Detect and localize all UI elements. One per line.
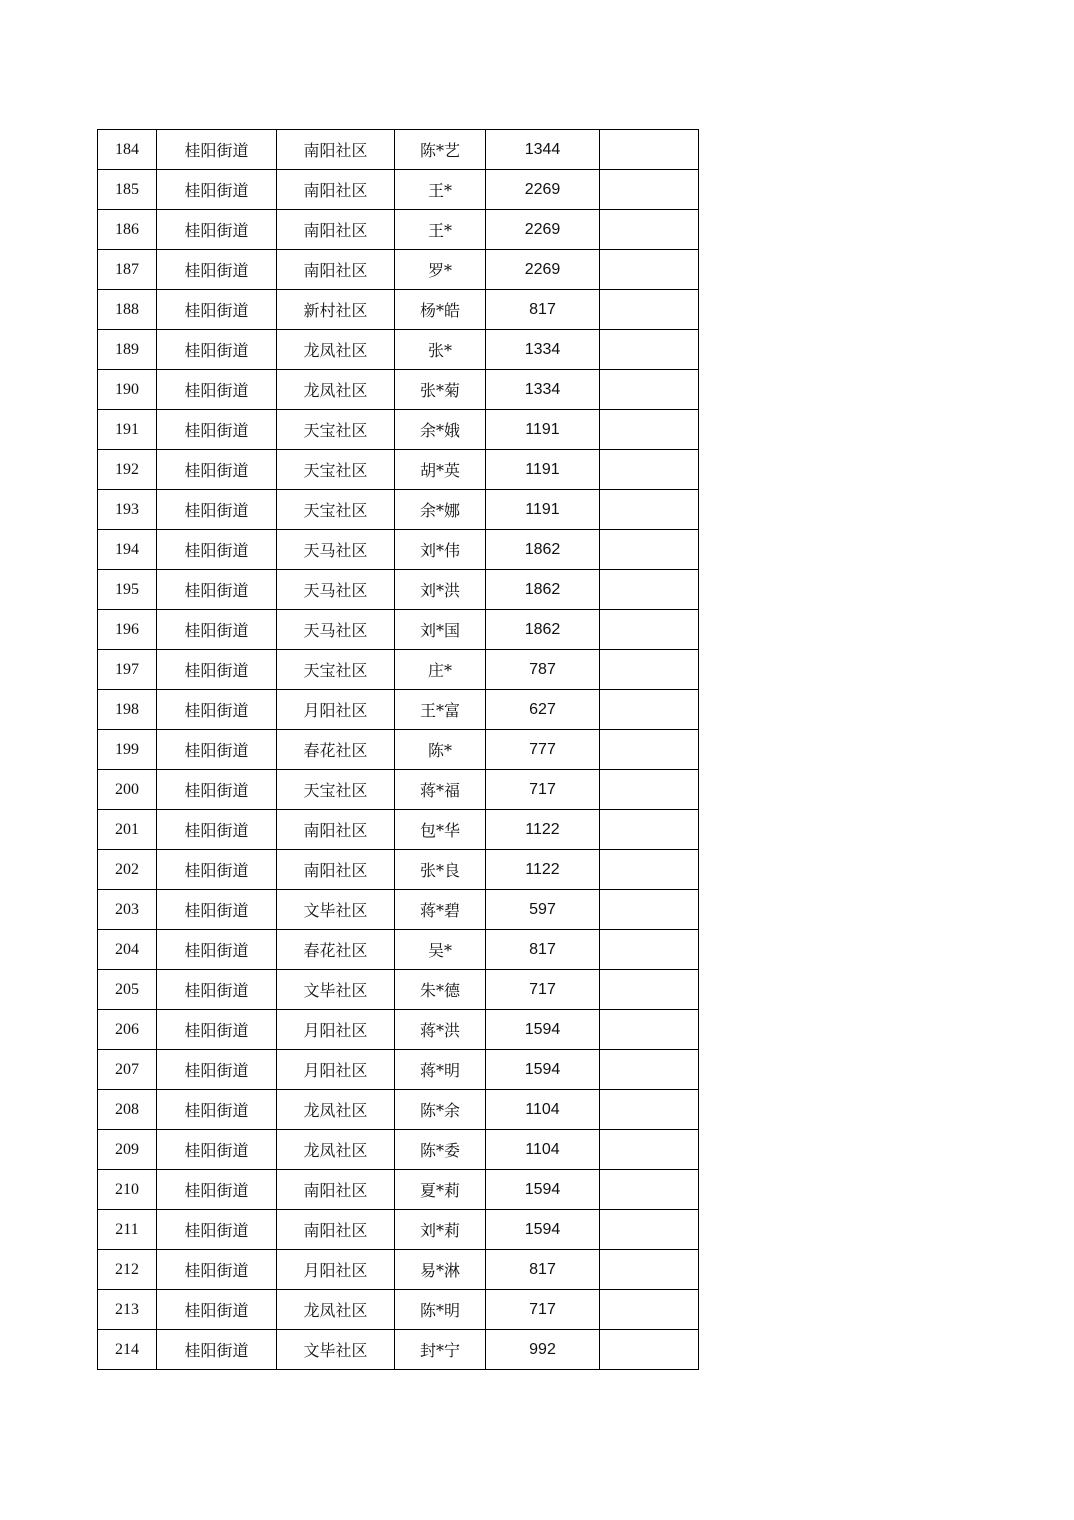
name-cell: 王*富 [395,690,486,730]
row-number-cell: 187 [98,250,157,290]
street-cell: 桂阳街道 [157,1250,277,1290]
name-cell: 刘*伟 [395,530,486,570]
table-row [98,930,699,970]
street-cell: 桂阳街道 [157,1010,277,1050]
row-number-cell: 186 [98,210,157,250]
amount-cell: 1594 [486,1170,600,1210]
name-cell: 张*菊 [395,370,486,410]
note-cell [600,1250,699,1290]
table-row [98,1250,699,1290]
table-row [98,1130,699,1170]
row-number-cell: 194 [98,530,157,570]
amount-cell: 1862 [486,530,600,570]
table-row [98,1170,699,1210]
row-number-cell: 200 [98,770,157,810]
note-cell [600,610,699,650]
row-number-cell: 208 [98,1090,157,1130]
table-row [98,730,699,770]
note-cell [600,970,699,1010]
community-cell: 文毕社区 [277,970,395,1010]
community-cell: 龙凤社区 [277,1090,395,1130]
row-number-cell: 193 [98,490,157,530]
street-cell: 桂阳街道 [157,530,277,570]
name-cell: 蒋*碧 [395,890,486,930]
note-cell [600,250,699,290]
name-cell: 朱*德 [395,970,486,1010]
amount-cell: 717 [486,1290,600,1330]
row-number-cell: 210 [98,1170,157,1210]
amount-cell: 1104 [486,1090,600,1130]
row-number-cell: 185 [98,170,157,210]
street-cell: 桂阳街道 [157,1090,277,1130]
table-row [98,1210,699,1250]
community-cell: 南阳社区 [277,1170,395,1210]
amount-cell: 1594 [486,1050,600,1090]
community-cell: 龙凤社区 [277,330,395,370]
street-cell: 桂阳街道 [157,690,277,730]
community-cell: 月阳社区 [277,1050,395,1090]
street-cell: 桂阳街道 [157,1290,277,1330]
note-cell [600,1090,699,1130]
amount-cell: 1334 [486,330,600,370]
name-cell: 罗* [395,250,486,290]
name-cell: 胡*英 [395,450,486,490]
street-cell: 桂阳街道 [157,850,277,890]
row-number-cell: 209 [98,1130,157,1170]
row-number-cell: 206 [98,1010,157,1050]
note-cell [600,890,699,930]
community-cell: 南阳社区 [277,210,395,250]
name-cell: 陈*艺 [395,130,486,170]
table-row [98,1330,699,1370]
row-number-cell: 212 [98,1250,157,1290]
community-cell: 文毕社区 [277,1330,395,1370]
note-cell [600,490,699,530]
amount-cell: 1594 [486,1010,600,1050]
community-cell: 春花社区 [277,730,395,770]
amount-cell: 1594 [486,1210,600,1250]
row-number-cell: 190 [98,370,157,410]
row-number-cell: 199 [98,730,157,770]
name-cell: 包*华 [395,810,486,850]
street-cell: 桂阳街道 [157,1330,277,1370]
amount-cell: 627 [486,690,600,730]
note-cell [600,370,699,410]
amount-cell: 817 [486,1250,600,1290]
table-body [98,130,699,1370]
amount-cell: 992 [486,1330,600,1370]
community-cell: 南阳社区 [277,1210,395,1250]
note-cell [600,1330,699,1370]
name-cell: 王* [395,210,486,250]
community-cell: 龙凤社区 [277,1130,395,1170]
name-cell: 刘*莉 [395,1210,486,1250]
street-cell: 桂阳街道 [157,1130,277,1170]
community-cell: 天宝社区 [277,650,395,690]
table-row [98,690,699,730]
amount-cell: 1334 [486,370,600,410]
street-cell: 桂阳街道 [157,730,277,770]
row-number-cell: 189 [98,330,157,370]
community-cell: 天宝社区 [277,770,395,810]
name-cell: 庄* [395,650,486,690]
note-cell [600,850,699,890]
row-number-cell: 205 [98,970,157,1010]
table-row [98,250,699,290]
community-cell: 月阳社区 [277,690,395,730]
note-cell [600,1130,699,1170]
community-cell: 龙凤社区 [277,370,395,410]
table-row [98,770,699,810]
table-row [98,210,699,250]
table-row [98,1010,699,1050]
table-row [98,890,699,930]
table-row [98,1290,699,1330]
table-row [98,330,699,370]
name-cell: 余*娥 [395,410,486,450]
row-number-cell: 196 [98,610,157,650]
row-number-cell: 214 [98,1330,157,1370]
name-cell: 张*良 [395,850,486,890]
note-cell [600,410,699,450]
amount-cell: 597 [486,890,600,930]
street-cell: 桂阳街道 [157,170,277,210]
table-row [98,610,699,650]
community-cell: 天马社区 [277,530,395,570]
note-cell [600,1170,699,1210]
amount-cell: 2269 [486,250,600,290]
row-number-cell: 195 [98,570,157,610]
street-cell: 桂阳街道 [157,130,277,170]
row-number-cell: 198 [98,690,157,730]
name-cell: 封*宁 [395,1330,486,1370]
row-number-cell: 211 [98,1210,157,1250]
community-cell: 龙凤社区 [277,1290,395,1330]
data-table [97,129,699,1370]
community-cell: 春花社区 [277,930,395,970]
row-number-cell: 207 [98,1050,157,1090]
note-cell [600,170,699,210]
name-cell: 蒋*明 [395,1050,486,1090]
street-cell: 桂阳街道 [157,650,277,690]
street-cell: 桂阳街道 [157,890,277,930]
table-row [98,1050,699,1090]
community-cell: 月阳社区 [277,1250,395,1290]
table-row [98,650,699,690]
amount-cell: 1122 [486,850,600,890]
street-cell: 桂阳街道 [157,570,277,610]
amount-cell: 1191 [486,410,600,450]
amount-cell: 1191 [486,490,600,530]
street-cell: 桂阳街道 [157,330,277,370]
street-cell: 桂阳街道 [157,370,277,410]
note-cell [600,570,699,610]
row-number-cell: 202 [98,850,157,890]
table-row [98,370,699,410]
name-cell: 陈*委 [395,1130,486,1170]
community-cell: 天宝社区 [277,450,395,490]
name-cell: 蒋*洪 [395,1010,486,1050]
note-cell [600,330,699,370]
street-cell: 桂阳街道 [157,450,277,490]
amount-cell: 717 [486,770,600,810]
amount-cell: 2269 [486,170,600,210]
street-cell: 桂阳街道 [157,930,277,970]
name-cell: 刘*国 [395,610,486,650]
community-cell: 月阳社区 [277,1010,395,1050]
note-cell [600,530,699,570]
note-cell [600,930,699,970]
note-cell [600,810,699,850]
community-cell: 天宝社区 [277,410,395,450]
street-cell: 桂阳街道 [157,490,277,530]
name-cell: 陈* [395,730,486,770]
table-row [98,970,699,1010]
table-row [98,570,699,610]
note-cell [600,650,699,690]
row-number-cell: 204 [98,930,157,970]
name-cell: 夏*莉 [395,1170,486,1210]
community-cell: 南阳社区 [277,850,395,890]
note-cell [600,1290,699,1330]
note-cell [600,210,699,250]
amount-cell: 1862 [486,570,600,610]
name-cell: 易*淋 [395,1250,486,1290]
community-cell: 南阳社区 [277,250,395,290]
amount-cell: 1191 [486,450,600,490]
amount-cell: 2269 [486,210,600,250]
street-cell: 桂阳街道 [157,410,277,450]
table-row [98,290,699,330]
amount-cell: 1862 [486,610,600,650]
community-cell: 南阳社区 [277,810,395,850]
community-cell: 南阳社区 [277,170,395,210]
community-cell: 天马社区 [277,570,395,610]
row-number-cell: 188 [98,290,157,330]
row-number-cell: 192 [98,450,157,490]
amount-cell: 777 [486,730,600,770]
name-cell: 陈*明 [395,1290,486,1330]
street-cell: 桂阳街道 [157,610,277,650]
table-row [98,170,699,210]
street-cell: 桂阳街道 [157,250,277,290]
row-number-cell: 191 [98,410,157,450]
note-cell [600,1010,699,1050]
note-cell [600,1210,699,1250]
table-row [98,410,699,450]
community-cell: 新村社区 [277,290,395,330]
table-row [98,130,699,170]
street-cell: 桂阳街道 [157,810,277,850]
row-number-cell: 203 [98,890,157,930]
community-cell: 文毕社区 [277,890,395,930]
name-cell: 蒋*福 [395,770,486,810]
street-cell: 桂阳街道 [157,290,277,330]
community-cell: 南阳社区 [277,130,395,170]
name-cell: 王* [395,170,486,210]
street-cell: 桂阳街道 [157,970,277,1010]
table-row [98,1090,699,1130]
amount-cell: 817 [486,930,600,970]
row-number-cell: 201 [98,810,157,850]
community-cell: 天马社区 [277,610,395,650]
table-row [98,850,699,890]
note-cell [600,770,699,810]
table-row [98,450,699,490]
row-number-cell: 184 [98,130,157,170]
street-cell: 桂阳街道 [157,210,277,250]
street-cell: 桂阳街道 [157,1050,277,1090]
row-number-cell: 197 [98,650,157,690]
community-cell: 天宝社区 [277,490,395,530]
note-cell [600,130,699,170]
name-cell: 陈*余 [395,1090,486,1130]
name-cell: 刘*洪 [395,570,486,610]
row-number-cell: 213 [98,1290,157,1330]
name-cell: 张* [395,330,486,370]
note-cell [600,690,699,730]
amount-cell: 787 [486,650,600,690]
street-cell: 桂阳街道 [157,770,277,810]
amount-cell: 1122 [486,810,600,850]
table-row [98,530,699,570]
table-row [98,810,699,850]
note-cell [600,450,699,490]
amount-cell: 717 [486,970,600,1010]
name-cell: 杨*皓 [395,290,486,330]
street-cell: 桂阳街道 [157,1210,277,1250]
amount-cell: 1104 [486,1130,600,1170]
name-cell: 余*娜 [395,490,486,530]
note-cell [600,730,699,770]
amount-cell: 1344 [486,130,600,170]
note-cell [600,290,699,330]
street-cell: 桂阳街道 [157,1170,277,1210]
amount-cell: 817 [486,290,600,330]
name-cell: 吴* [395,930,486,970]
table-row [98,490,699,530]
note-cell [600,1050,699,1090]
